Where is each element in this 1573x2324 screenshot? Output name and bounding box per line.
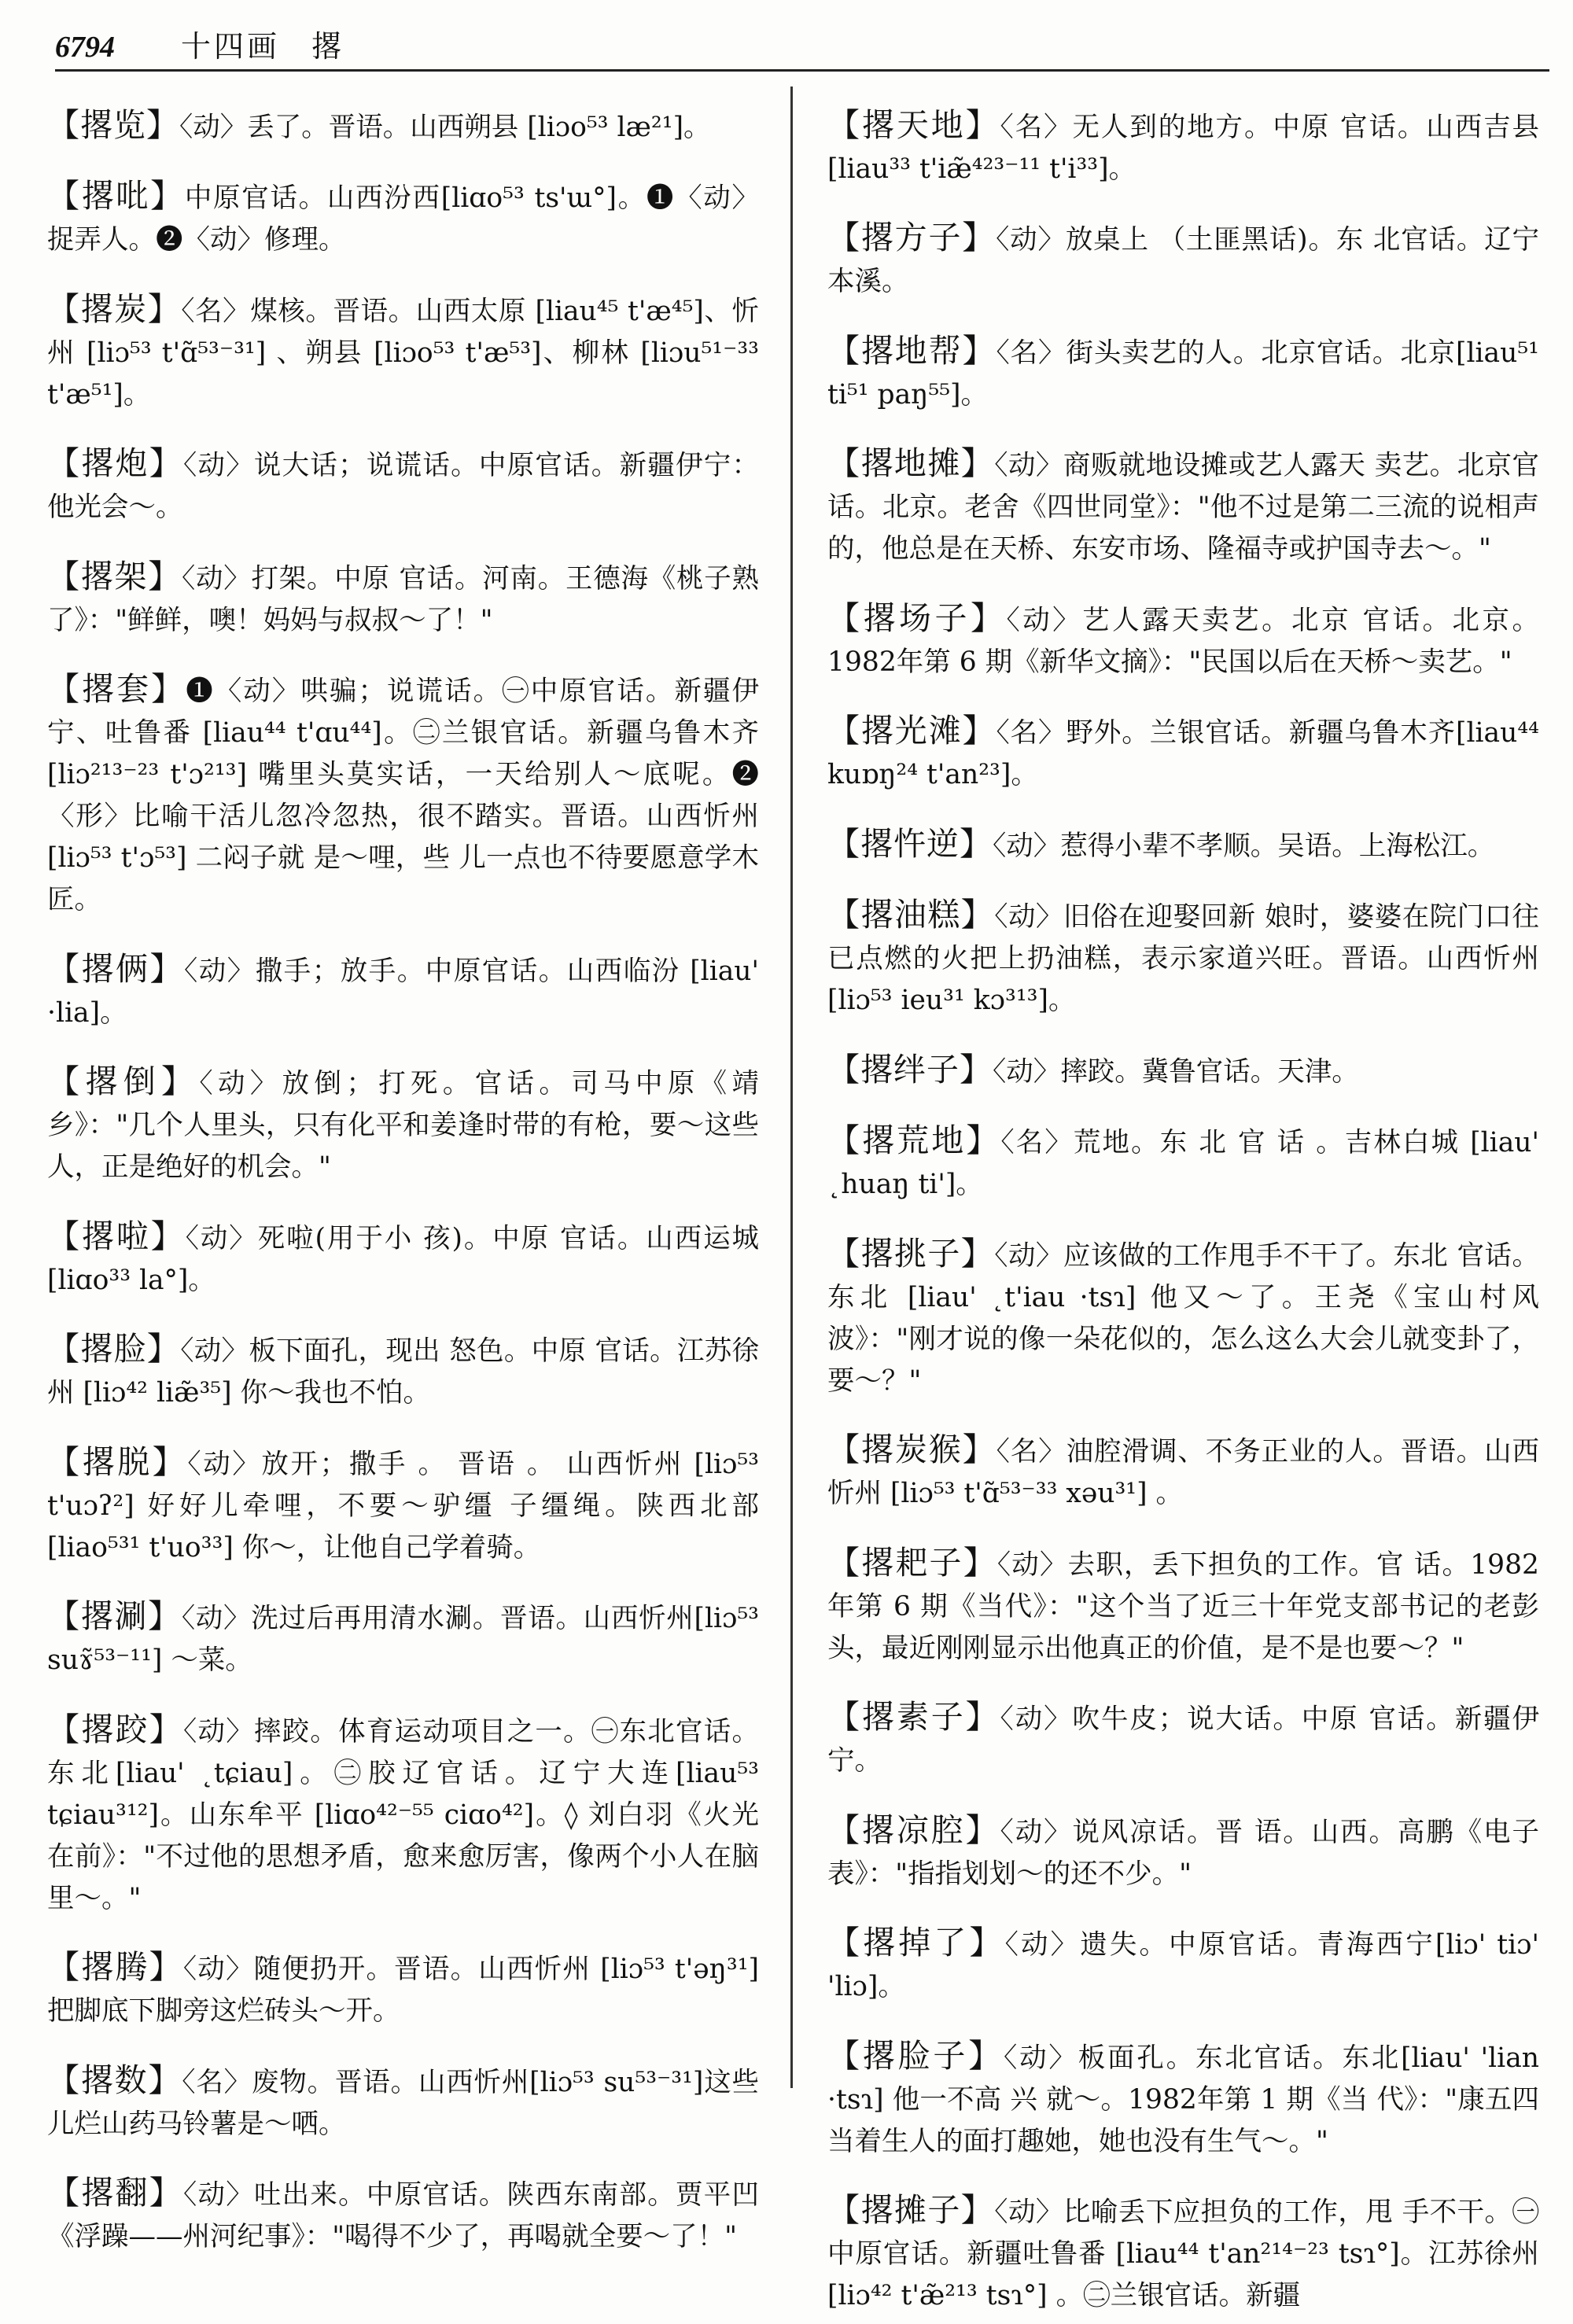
entry-headword: 【撂耙子】 (827, 1543, 997, 1582)
entry-definition: 〈动〉艺人露天卖艺。北京 官话。北京。1982年第 6 期《新华文摘》："民国以后在天桥～卖艺。" (827, 604, 1539, 678)
entry-headword: 【撂脸子】 (827, 2036, 1004, 2075)
entry-definition: 〈动〉打架。中原 官话。河南。王德海《桃子熟了》："鲜鲜，噢！妈妈与叔叔～了！" (47, 562, 760, 636)
entry-headword: 【撂方子】 (827, 219, 996, 256)
entry-headword: 【撂脱】 (47, 1442, 188, 1481)
dictionary-entry (47, 556, 759, 642)
entry-definition: 〈动〉放倒；打死。官话。司马中原《靖乡》："几个人里头，只有化平和姜逢时带的有枪，要～这些人，正是绝好的机会。" (47, 1068, 760, 1183)
entry-headword: 【撂套】 (47, 670, 186, 708)
entry-definition: 〈名〉废物。晋语。山西忻州[liɔ⁵³ su⁵³⁻³¹]这些儿烂山药马铃薯是～哂。 (47, 2066, 760, 2140)
right-column (827, 77, 1539, 2324)
dictionary-entry (47, 948, 759, 1034)
dictionary-entry (827, 2035, 1539, 2163)
entry-headword: 【撂啦】 (47, 1217, 186, 1255)
entry-headword: 【撂俩】 (47, 949, 184, 988)
entry-definition: 〈动〉放开；撒手 。 晋语 。 山西忻州 [liɔ⁵³ t'uɔʔ²] 好好儿牵哩，不要～驴缰 子缰绳。陕西北部 [liao⁵³¹ t'uo³³] 你～，让他自己学着骑。 (47, 1448, 760, 1563)
header-rule (55, 69, 1549, 72)
section-label: 十四画 (181, 29, 281, 64)
entry-definition: 〈动〉丢了。晋语。山西朔县 [liɔo⁵³ læ²¹]。 (179, 111, 711, 143)
entry-definition: 〈动〉去职，丢下担负的工作。官 话。1982年第 6 期《当代》："这个当了近三十年党支部书记的老彭头，最近刚刚显示出他真正的价值，是不是也要～？" (827, 1549, 1540, 1664)
entry-definition: 〈名〉街头卖艺的人。北京官话。北京[liau⁵¹ ti⁵¹ paŋ⁵⁵]。 (827, 337, 1539, 411)
dictionary-entry (47, 1946, 759, 2032)
entry-definition: 〈动〉吹牛皮；说大话。中原 官话。新疆伊宁。 (827, 1703, 1540, 1777)
entry-headword: 【撂翻】 (47, 2174, 183, 2212)
dictionary-entry (827, 1429, 1539, 1515)
entry-headword: 【撂炮】 (47, 444, 183, 482)
entry-headword: 【撂腾】 (47, 1948, 183, 1986)
dictionary-entry (827, 894, 1539, 1022)
entry-headword: 【撂场子】 (827, 598, 1007, 637)
entry-headword: 【撂挑子】 (827, 1234, 995, 1272)
dictionary-entry (827, 330, 1539, 416)
dictionary-entry (827, 1120, 1539, 1206)
dictionary-entry (827, 1542, 1539, 1670)
entry-headword: 【撂览】 (47, 105, 179, 144)
dictionary-entry (47, 443, 759, 529)
entry-definition: 〈动〉旧俗在迎娶回新 娘时，婆婆在院门口往已点燃的火把上扔油糕，表示家道兴旺。晋语。山西忻州 [liɔ⁵³ ieu³¹ kɔ³¹³]。 (827, 901, 1540, 1016)
entry-definition: 〈动〉摔跤。体育运动项目之一。㊀东北官话。东北[liau' ˛tɕiau]。㊁胶辽官话。辽宁大连[liau⁵³ tɕiau³¹²]。山东牟平 [liɑo⁴²⁻⁵⁵ ciɑo⁴²]。◊ 刘白羽《火光在前》："不过他的思想矛盾，愈来愈厉害，像两个小人在脑里～。" (47, 1715, 760, 1914)
entry-headword: 【撂油糕】 (827, 896, 995, 934)
entry-definition: ❶〈动〉哄骗；说谎话。㊀中原官话。新疆伊宁、吐鲁番 [liau⁴⁴ t'ɑu⁴⁴]。㊁兰银官话。新疆乌鲁木齐 [liɔ²¹³⁻²³ t'ɔ²¹³] 嘴里头莫实话，一天给别人～底呢。❷〈形〉比喻干活儿忽冷忽热，很不踏实。晋语。山西忻州 [liɔ⁵³ t'ɔ⁵³] 二闷子就 是～哩，些 儿一点也不待要愿意学木匠。 (47, 676, 760, 915)
entry-headword: 【撂荒地】 (827, 1121, 1001, 1159)
entry-definition: 〈名〉野外。兰银官话。新疆乌鲁木齐[liau⁴⁴ kuɒŋ²⁴ t'an²³]。 (827, 717, 1539, 790)
entry-headword: 【撂倒】 (47, 1063, 200, 1100)
dictionary-entry (827, 1922, 1539, 2008)
entry-headword: 【撂天地】 (827, 105, 1000, 144)
entry-definition: 〈动〉遗失。中原官话。青海西宁[liɔ' tiɔ' 'liɔ]。 (827, 1929, 1539, 2002)
entry-headword: 【撂凉腔】 (827, 1810, 1000, 1849)
entry-definition: 〈动〉板面孔。东北官话。东北[liau' 'lian ·tsɿ] 他一不高 兴 就～。1982年第 1 期《当 代》："康五四当着生人的面打趣她，她也没有生气～。" (827, 2042, 1540, 2157)
dictionary-entry (827, 2190, 1539, 2317)
column-divider (790, 87, 793, 2088)
dictionary-entry (827, 1810, 1539, 1895)
entry-headword: 【撂脸】 (47, 1330, 181, 1368)
entry-definition: 〈动〉洗过后再用清水涮。晋语。山西忻州[liɔ⁵³ suɤ̃⁵³⁻¹¹] ～菜。 (47, 1603, 759, 1676)
entry-definition: 中原官话。山西汾西[liɑo⁵³ ts'ɯ°]。❶〈动〉捉弄人。❷〈动〉修理。 (47, 182, 759, 256)
entry-definition: 〈动〉撒手；放手。中原官话。山西临汾 [liau' ·lia]。 (47, 955, 760, 1029)
entry-headword: 【撂摊子】 (827, 2191, 995, 2229)
dictionary-entry (827, 710, 1539, 796)
entry-headword: 【撂绊子】 (827, 1050, 993, 1088)
dictionary-entry (827, 1049, 1539, 1093)
entry-definition: 〈名〉无人到的地方。中原 官话。山西吉县 [liau³³ t'iæ̃⁴²³⁻¹¹ t'i³³]。 (827, 111, 1540, 185)
entry-definition: 〈动〉比喻丢下应担负的工作，甩 手不干。㊀中原官话。新疆吐鲁番 [liau⁴⁴ t'an²¹⁴⁻²³ tsɿ°]。江苏徐州 [liɔ⁴² t'æ̃²¹³ tsɿ°] 。㊁兰银官话。新疆 (827, 2197, 1540, 2311)
entry-definition: 〈动〉说风凉话。晋 语。山西。高鹏《电子表》："指指划划～的还不少。" (827, 1816, 1540, 1890)
dictionary-entry (47, 2172, 759, 2258)
header-character: 撂 (311, 29, 342, 64)
entry-headword: 【撂涮】 (47, 1597, 182, 1635)
dictionary-entry (47, 1709, 759, 1920)
entry-headword: 【撂地帮】 (827, 331, 996, 370)
entry-definition: 〈动〉死啦(用于小 孩)。中原 官话。山西运城 [liɑo³³ la°]。 (47, 1222, 760, 1296)
dictionary-entry (827, 823, 1539, 867)
entry-definition: 〈动〉说大话；说谎话。中原官话。新疆伊宁：他光会～。 (47, 450, 760, 523)
dictionary-entry (47, 2060, 759, 2145)
entry-definition: 〈动〉随便扔开。晋语。山西忻州 [liɔ⁵³ t'əŋ³¹] 把脚底下脚旁这烂砖头～开。 (47, 1954, 760, 2027)
entry-definition: 〈动〉吐出来。中原官话。陕西东南部。贾平凹《浮躁——州河纪事》："喝得不少了，再喝就全要～了！" (47, 2179, 760, 2252)
dictionary-entry (827, 1696, 1539, 1782)
entry-headword: 【撂光滩】 (827, 712, 996, 749)
dictionary-entry (827, 1233, 1539, 1402)
left-column (47, 77, 759, 2265)
entry-definition: 〈动〉放桌上 （土匪黑话)。东 北官话。辽宁本溪。 (827, 224, 1540, 297)
entry-definition: 〈动〉应该做的工作甩手不干了。东北 官话。东北 [liau' ˛t'iau ·tsɿ] 他又～了。王尧《宝山村风波》："刚才说的像一朵花似的，怎么这么大会儿就变卦了，要～？" (827, 1239, 1540, 1397)
page-number: 6794 (55, 31, 115, 64)
dictionary-entry (47, 668, 759, 921)
entry-headword: 【撂数】 (47, 2061, 182, 2099)
entry-headword: 【撂素子】 (827, 1698, 1000, 1736)
entry-headword: 【撂炭猴】 (827, 1431, 996, 1468)
dictionary-entry (47, 175, 759, 261)
entry-headword: 【撂架】 (47, 557, 182, 595)
dictionary-entry (47, 1596, 759, 1681)
page-header (55, 22, 1549, 69)
entry-headword: 【撂忤逆】 (827, 824, 993, 863)
dictionary-entry (827, 217, 1539, 303)
entry-headword: 【撂跤】 (47, 1710, 183, 1748)
entry-definition: 〈名〉荒地。东 北 官 话 。吉林白城 [liau' ˛huaŋ ti']。 (827, 1127, 1539, 1200)
entry-definition: 〈动〉惹得小辈不孝顺。吴语。上海松江。 (993, 830, 1495, 862)
entry-headword: 【撂炭】 (47, 289, 182, 328)
dictionary-entry (47, 289, 759, 416)
entry-definition: 〈动〉摔跤。冀鲁官话。天津。 (993, 1055, 1359, 1088)
dictionary-entry (47, 1216, 759, 1302)
dictionary-entry (47, 1328, 759, 1414)
entry-definition: 〈名〉煤核。晋语。山西太原 [liau⁴⁵ t'æ⁴⁵]、忻州 [liɔ⁵³ t'ɑ̃⁵³⁻³¹] 、朔县 [liɔo⁵³ t'æ⁵³]、柳林 [liɔu⁵¹⁻³³ t'æ⁵¹]。 (47, 295, 759, 411)
dictionary-entry (827, 443, 1539, 570)
dictionary-entry (827, 105, 1539, 190)
entry-definition: 〈动〉板下面孔，现出 怒色。中原 官话。江苏徐州 [liɔ⁴² liæ̃³⁵] 你～我也不怕。 (47, 1335, 759, 1409)
dictionary-entry (47, 105, 759, 149)
dictionary-entry (47, 1061, 759, 1188)
entry-definition: 〈动〉商贩就地设摊或艺人露天 卖艺。北京官话。北京。老舍《四世同堂》："他不过是第二三流的说相声的，他总是在天桥、东安市场、隆福寺或护国寺去～。" (827, 450, 1540, 565)
dictionary-entry (827, 598, 1539, 683)
entry-headword: 【撂掉了】 (827, 1924, 1005, 1961)
entry-definition: 〈名〉油腔滑调、不务正业的人。晋语。山西忻州 [liɔ⁵³ t'ɑ̃⁵³⁻³³ xəu³¹] 。 (827, 1436, 1540, 1509)
entry-headword: 【撂地摊】 (827, 444, 995, 482)
entry-headword: 【撂吡】 (47, 177, 185, 215)
dictionary-entry (47, 1442, 759, 1569)
